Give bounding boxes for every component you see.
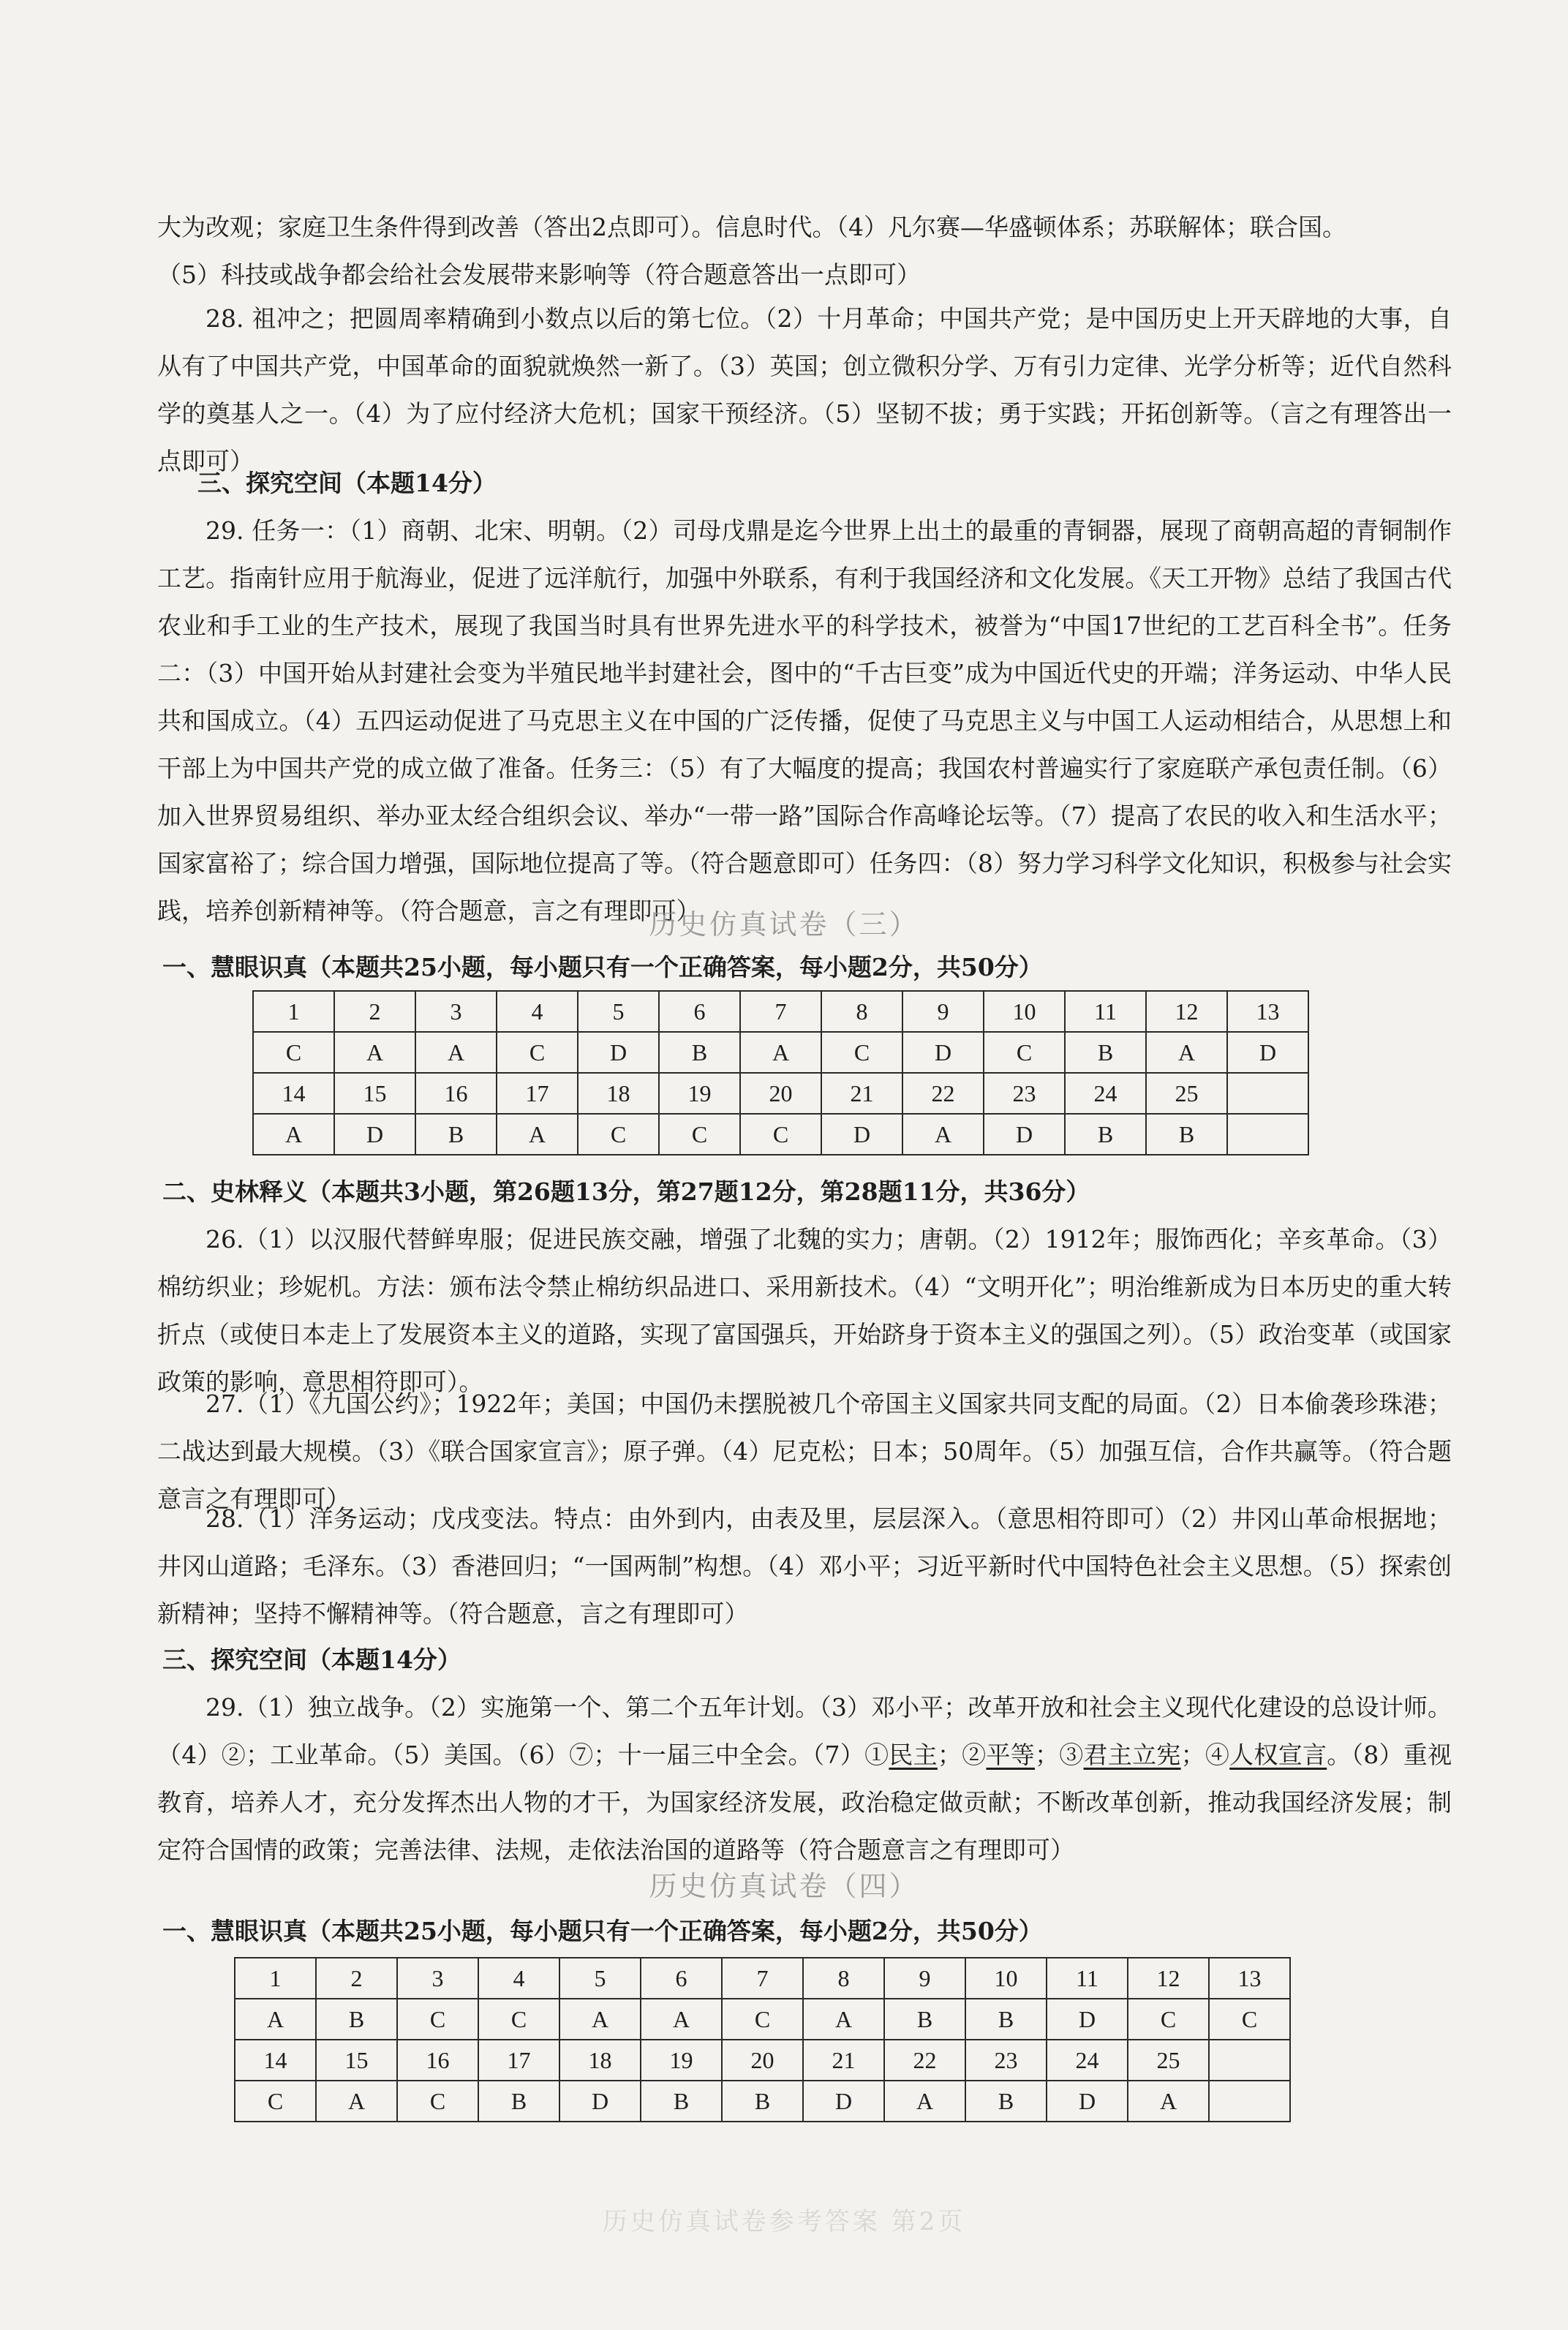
exam4-section1-heading: 一、慧眼识真（本题共25小题，每小题只有一个正确答案，每小题2分，共50分） [162,1917,1043,1945]
answer-cell: A [559,1999,641,2040]
answer-cell: A [334,1032,415,1073]
answer-cell: C [235,2081,316,2122]
answer-cell: D [1047,1999,1128,2040]
question-number-cell: 2 [334,991,415,1032]
question-number-cell: 22 [884,2040,965,2081]
exam3-answer-table [252,990,1309,1155]
question-number-cell: 12 [1128,1958,1209,1999]
question-number-cell: 15 [334,1073,415,1114]
question-number-cell [1209,2040,1290,2081]
question-number-cell: 24 [1047,2040,1128,2081]
question-number-cell: 11 [1047,1958,1128,1999]
answer-cell: A [1128,2081,1209,2122]
underlined-answer: 人权宣言 [1229,1741,1327,1769]
answer-q29-prev: 29. 任务一：（1）商朝、北宋、明朝。（2）司母戊鼎是迄今世界上出土的最重的青铜器，展现了商朝高超的青铜制作工艺。指南针应用于航海业，促进了远洋航行，加强中外联系，有利于我国经济和文化发展。《天工开物》总结了我国古代农业和手工业的生产技术，展现了我国当时具有世界先进水平的科学技术，被誉为“中国17世纪的工艺百科全书”。任务二：（3）中国开始从封建社会变为半殖民地半封建社会，图中的“千古巨变”成为中国近代史的开端；洋务运动、中华人民共和国成立。（4）五四运动促进了马克思主义在中国的广泛传播，促使了马克思主义与中国工人运动相结合，从思想上和干部上为中国共产党的成立做了准备。任务三：（5）有了大幅度的提高；我国农村普遍实行了家庭联产承包责任制。（6）加入世界贸易组织、举办亚太经合组织会议、举办“一带一路”国际合作高峰论坛等。（7）提高了农民的收入和生活水平；国家富裕了；综合国力增强，国际地位提高了等。（符合题意即可）任务四：（8）努力学习科学文化知识，积极参与社会实践，培养创新精神等。（符合题意，言之有理即可） [157,516,1452,925]
answer-cell: C [1128,1999,1209,2040]
answer-cell: B [641,2081,722,2122]
answer-cell: B [659,1032,740,1073]
question-number-cell: 8 [821,991,902,1032]
question-number-cell: 13 [1209,1958,1290,1999]
answer-row [235,2040,1290,2081]
underlined-answer: 平等 [986,1741,1035,1769]
question-number-cell: 9 [902,991,984,1032]
question-number-cell: 6 [659,991,740,1032]
answer-row [235,1958,1290,1999]
answer-cell: C [578,1114,659,1155]
answer-cell: B [415,1114,497,1155]
question-number-cell: 20 [722,2040,803,2081]
section-heading-prev: 三、探究空间（本题14分） [197,469,497,497]
exam4-answer-table [234,1957,1291,2122]
question-number-cell: 2 [316,1958,397,1999]
answer-cell: D [984,1114,1065,1155]
answer-row [235,1999,1290,2040]
question-number-cell: 24 [1065,1073,1146,1114]
question-number-cell: 7 [722,1958,803,1999]
question-number-cell: 17 [478,2040,559,2081]
answer-row [253,1032,1308,1073]
question-number-cell: 12 [1146,991,1227,1032]
answer-cell: A [740,1032,821,1073]
exam3-answer-q27: 27.（1）《九国公约》；1922年；美国；中国仍未摆脱被几个帝国主义国家共同支配的局面。（2）日本偷袭珍珠港；二战达到最大规模。（3）《联合国家宣言》；原子弹。（4）尼克松；日本；50周年。（5）加强互信，合作共赢等。（符合题意言之有理即可） [157,1390,1452,1513]
question-number-cell: 9 [884,1958,965,1999]
answer-row [253,991,1308,1032]
question-number-cell: 23 [965,2040,1047,2081]
question-number-cell: 16 [397,2040,478,2081]
question-number-cell: 16 [415,1073,497,1114]
question-number-cell: 17 [497,1073,578,1114]
answer-cell: C [478,1999,559,2040]
question-number-cell: 18 [578,1073,659,1114]
answer-cell: A [1146,1032,1227,1073]
answer-cell: C [984,1032,1065,1073]
question-number-cell: 18 [559,2040,641,2081]
answer-cell: B [478,2081,559,2122]
answer-row [235,2081,1290,2122]
answer-cell: C [821,1032,902,1073]
answer-row [253,1114,1308,1155]
exam3-answer-q29: 29.（1）独立战争。（2）实施第一个、第二个五年计划。（3）邓小平；改革开放和社会主义现代化建设的总设计师。（4）②；工业革命。（5）美国。（6）⑦；十一届三中全会。（7）①民主；②平等；③君主立宪；④人权宣言。（8）重视教育，培养人才，充分发挥杰出人物的才干，为国家经济发展，政治稳定做贡献；不断改革创新，推动我国经济发展；制定符合国情的政策；完善法律、法规，走依法治国的道路等（符合题意言之有理即可） [157,1693,1452,1864]
question-number-cell: 25 [1146,1073,1227,1114]
answer-cell: B [965,1999,1047,2040]
question-number-cell: 3 [397,1958,478,1999]
answer-cell: C [659,1114,740,1155]
question-number-cell: 14 [253,1073,334,1114]
answer-cell: D [1227,1032,1308,1073]
exam3-answer-q28: 28.（1）洋务运动；戊戌变法。特点：由外到内，由表及里，层层深入。（意思相符即可）（2）井冈山革命根据地；井冈山道路；毛泽东。（3）香港回归；“一国两制”构想。（4）邓小平；习近平新时代中国特色社会主义思想。（5）探索创新精神；坚持不懈精神等。（符合题意，言之有理即可） [157,1504,1452,1628]
answer-cell [1209,2081,1290,2122]
underlined-answer: 民主 [889,1741,938,1769]
exam3-section3-heading: 三、探究空间（本题14分） [162,1645,461,1674]
answer-cell: B [316,1999,397,2040]
question-number-cell: 21 [803,2040,884,2081]
answer-cell: C [722,1999,803,2040]
page-footer: 历史仿真试卷参考答案 第2页 [602,2207,966,2236]
answer-cell: B [965,2081,1047,2122]
question-number-cell: 23 [984,1073,1065,1114]
exam3-section1-heading: 一、慧眼识真（本题共25小题，每小题只有一个正确答案，每小题2分，共50分） [162,953,1043,981]
underlined-answer: 君主立宪 [1083,1741,1181,1769]
answer-cell: D [803,2081,884,2122]
answer-cell: C [497,1032,578,1073]
answer-cell: A [497,1114,578,1155]
answer-cell: B [1065,1114,1146,1155]
continuation-text: 大为改观；家庭卫生条件得到改善（答出2点即可）。信息时代。（4）凡尔赛—华盛顿体系；苏联解体；联合国。 （5）科技或战争都会给社会发展带来影响等（符合题意答出一点即可） [157,213,1346,289]
answer-cell [1227,1114,1308,1155]
answer-cell: D [334,1114,415,1155]
question-number-cell: 10 [984,991,1065,1032]
question-number-cell: 10 [965,1958,1047,1999]
answer-cell: C [253,1032,334,1073]
question-number-cell: 19 [641,2040,722,2081]
question-number-cell: 1 [235,1958,316,1999]
exam3-title: 历史仿真试卷（三） [649,908,919,940]
question-number-cell: 1 [253,991,334,1032]
answer-cell: A [803,1999,884,2040]
question-number-cell: 8 [803,1958,884,1999]
answer-cell: A [641,1999,722,2040]
answer-cell: C [740,1114,821,1155]
question-number-cell: 25 [1128,2040,1209,2081]
answer-cell: D [821,1114,902,1155]
question-number-cell: 7 [740,991,821,1032]
question-number-cell [1227,1073,1308,1114]
answer-cell: A [235,1999,316,2040]
question-number-cell: 11 [1065,991,1146,1032]
question-number-cell: 5 [559,1958,641,1999]
answer-cell: C [1209,1999,1290,2040]
exam4-title: 历史仿真试卷（四） [649,1870,919,1902]
answer-cell: A [253,1114,334,1155]
answer-cell: B [1146,1114,1227,1155]
question-number-cell: 13 [1227,991,1308,1032]
answer-cell: A [902,1114,984,1155]
answer-row [253,1073,1308,1114]
answer-cell: D [1047,2081,1128,2122]
answer-q28-prev: 28. 祖冲之；把圆周率精确到小数点以后的第七位。（2）十月革命；中国共产党；是中国历史上开天辟地的大事，自从有了中国共产党，中国革命的面貌就焕然一新了。（3）英国；创立微积分学、万有引力定律、光学分析等；近代自然科学的奠基人之一。（4）为了应付经济大危机；国家干预经济。（5）坚韧不拔；勇于实践；开拓创新等。（言之有理答出一点即可） [157,304,1452,475]
question-number-cell: 22 [902,1073,984,1114]
question-number-cell: 14 [235,2040,316,2081]
answer-cell: D [578,1032,659,1073]
exam3-answer-q26: 26.（1）以汉服代替鲜卑服；促进民族交融，增强了北魏的实力；唐朝。（2）1912年；服饰西化；辛亥革命。（3）棉纺织业；珍妮机。方法：颁布法令禁止棉纺织品进口、采用新技术。（4）“文明开化”；明治维新成为日本历史的重大转折点（或使日本走上了发展资本主义的道路，实现了富国强兵，开始跻身于资本主义的强国之列）。（5）政治变革（或国家政策的影响，意思相符即可）。 [157,1225,1452,1396]
answer-cell: D [902,1032,984,1073]
question-number-cell: 4 [497,991,578,1032]
exam3-section2-heading: 二、史林释义（本题共3小题，第26题13分，第27题12分，第28题11分，共36分） [162,1177,1090,1206]
answer-cell: D [559,2081,641,2122]
question-number-cell: 5 [578,991,659,1032]
answer-cell: B [1065,1032,1146,1073]
question-number-cell: 21 [821,1073,902,1114]
answer-cell: C [397,2081,478,2122]
question-number-cell: 6 [641,1958,722,1999]
question-number-cell: 4 [478,1958,559,1999]
answer-cell: C [397,1999,478,2040]
answer-cell: A [415,1032,497,1073]
question-number-cell: 15 [316,2040,397,2081]
question-number-cell: 19 [659,1073,740,1114]
question-number-cell: 3 [415,991,497,1032]
answer-cell: B [884,1999,965,2040]
question-number-cell: 20 [740,1073,821,1114]
answer-cell: A [316,2081,397,2122]
answer-cell: A [884,2081,965,2122]
answer-cell: B [722,2081,803,2122]
